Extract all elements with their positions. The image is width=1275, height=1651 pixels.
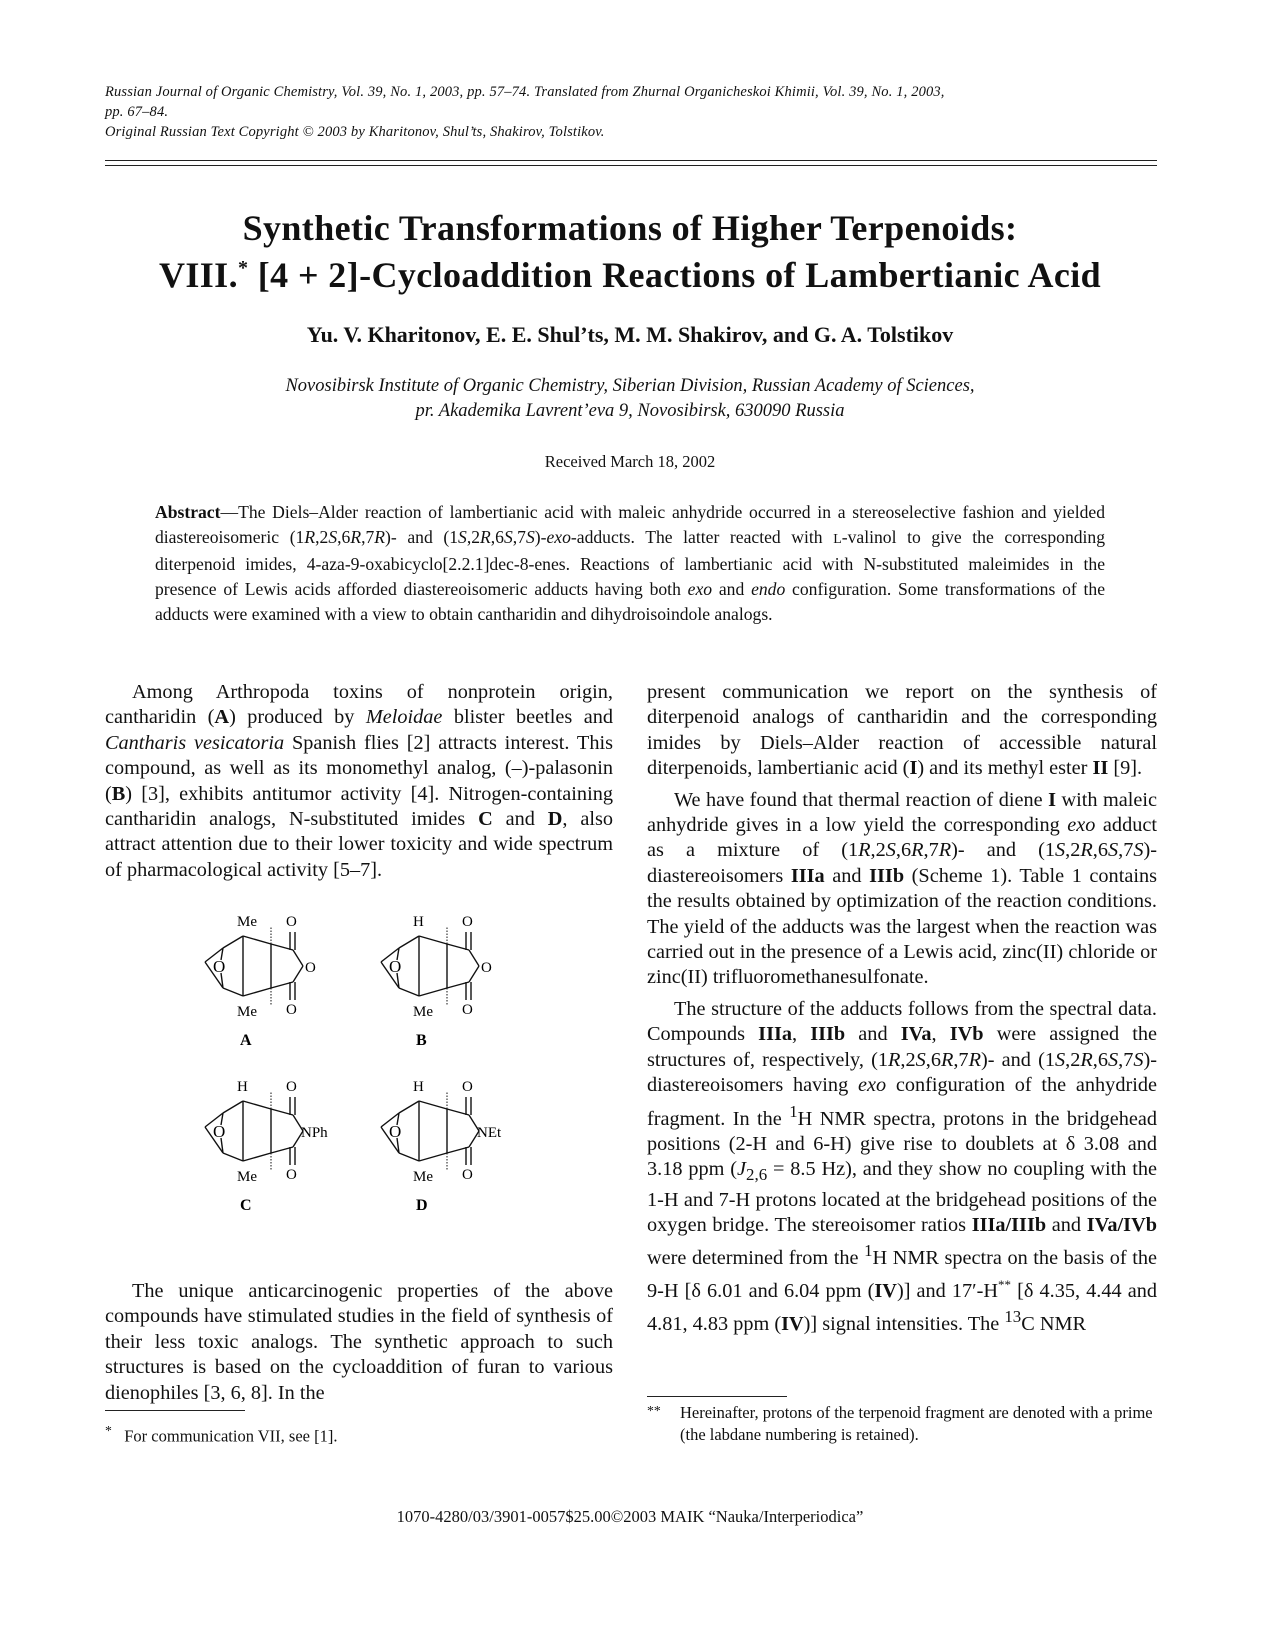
compound-label: I [909,757,918,780]
text-run: The structure of the adducts follows from the spectral data. Compounds [647,997,1157,1046]
stereo-descriptor: R [304,527,316,547]
paragraph [647,997,1157,1337]
compound-label: IVa [900,1023,932,1046]
stereo-descriptor: R [858,839,871,862]
footnote-text: Hereinafter, protons of the terpenoid fragment are denoted with a prime (the labdane numbering is retained). [680,1403,1153,1444]
text-run: ,6 [925,1048,941,1071]
stereo-descriptor: R [1080,839,1093,862]
hydrogen-atom: H [413,1079,424,1095]
left-column-top [105,680,613,889]
header-line-3: Original Russian Text Copyright © 2003 by Kharitonov, Shul’ts, Shakirov, Tolstikov. [105,124,605,140]
text-run: ,6 [1092,1048,1108,1071]
text-run: with maleic anhydride gives in a low yield the corresponding [647,788,1157,837]
text-run: and [1046,1213,1087,1236]
text-run: Spanish flies [2] attracts interest. This compound, as well as its monomethyl analog, (–)-palasonin ( [105,731,613,805]
stereo-descriptor: R [911,839,924,862]
abstract-text: ,2 [466,527,481,547]
stereo-descriptor: S [328,527,338,547]
stereo-descriptor: R [1080,1048,1093,1071]
title-footnote-mark: * [237,257,249,279]
text-run: )-diastereoisomers [647,839,1157,887]
text-run: ) produced by [229,706,366,729]
compound-label: II [1092,757,1109,780]
text-run: ,7 [953,1048,969,1071]
methyl-group: Me [413,1004,433,1020]
title-line-2 [80,248,1180,295]
compound-label: D [547,808,563,831]
abstract-text: configuration. Some transformations of the adducts were examined with a view to obtain cantharidin and dihydroisoindole analogs. [155,579,1106,624]
running-header [105,82,1157,142]
text-run: )-diastereoisomers having [647,1048,1158,1097]
methyl-group: Me [237,1004,257,1020]
text-run: configuration of the anhydride fragment. In the [647,1074,1157,1130]
compound-label: IIIa [790,864,825,887]
text-run: were determined from the [647,1247,865,1270]
stereo-descriptor: S [1055,839,1066,862]
header-line-1: Russian Journal of Organic Chemistry, Vol. 39, No. 1, 2003, pp. 57–74. Translated from Zhurnal Organicheskoi Khimii, Vol. 39, No. 1, 2003, [105,84,945,100]
title-rest: [4 + 2]-Cycloaddition Reactions of Lambertianic Acid [248,255,1102,295]
text-run: H NMR spectra, protons in the bridgehead positions (2-H and 6-H) give rise to doublets at δ 3.08 and 3.18 ppm ( [647,1107,1157,1181]
affiliation-line-2: pr. Akademika Lavrent’eva 9, Novosibirsk, 630090 Russia [415,401,845,421]
isotope-superscript: 13 [1004,1306,1022,1326]
text-run: ,2 [1065,1048,1081,1071]
isotope-superscript: 1 [864,1241,873,1261]
stereo-descriptor: S [1108,1048,1119,1071]
compound-label: IV [781,1312,804,1335]
abstract-text: ,7 [361,527,375,547]
text-run: )- and (1 [951,839,1056,862]
structures-scheme [195,914,525,1250]
header-rule-bottom [105,165,1157,166]
structure-a [205,914,316,1049]
text-run: ) [3], exhibits antitumor activity [4]. Nitrogen-containing cantharidin analogs, N-substituted imides [105,782,613,831]
italic-term: exo [1067,814,1096,837]
abstract-text: -valinol to give the corresponding diterpenoid imides, 4-aza-9-oxabicyclo[2.2.1]dec-8-enes. Reactions of lambertianic acid with N-substituted maleimides in the presence of Lewis acids afforded diastereoisomeric adducts having both [155,527,1106,599]
structure-d [381,1079,502,1214]
paper-title [80,208,1180,295]
title-line-1: Synthetic Transformations of Higher Terpenoids: [242,208,1018,248]
italic-term: endo [751,579,786,599]
stereo-descriptor: R [480,527,491,547]
text-run: )] signal intensities. The [803,1312,1005,1335]
ring-oxygen: O [481,960,492,976]
structure-label-a: A [240,1032,252,1049]
affiliation [80,374,1180,424]
abstract [155,500,1105,627]
footnote-rule-right [647,1396,787,1397]
carbonyl-oxygen: O [462,1079,473,1095]
n-ethyl-group: NEt [477,1125,502,1141]
coupling-subscript: 2,6 [746,1165,768,1185]
carbonyl-oxygen: O [462,1167,473,1183]
stereo-descriptor: S [1133,839,1144,862]
text-run: )- and (1 [980,1048,1056,1071]
species-name: Cantharis vesicatoria [105,731,285,754]
abstract-label: Abstract [155,502,221,522]
abstract-text: ,6 [490,527,504,547]
received-date: Received March 18, 2002 [544,452,716,471]
carbonyl-oxygen: O [286,1002,297,1018]
small-caps-l: L [833,532,842,547]
text-run: ,7 [923,839,939,862]
text-run: Among Arthropoda toxins of nonprotein origin, cantharidin ( [105,681,613,729]
abstract-text: ,6 [337,527,351,547]
hydrogen-atom: H [413,914,424,930]
text-run: ,2 [900,1048,916,1071]
n-phenyl-group: NPh [301,1125,328,1141]
carbonyl-oxygen: O [286,1167,297,1183]
title-series: VIII. [158,255,238,295]
stereo-descriptor: R [940,1048,954,1071]
carbonyl-oxygen: O [462,914,473,930]
text-run: adduct as a mixture of (1 [647,814,1157,862]
stereo-descriptor: S [915,1048,926,1071]
text-run: ,2 [1065,839,1081,862]
header-rule-top [105,160,1157,161]
species-name: Meloidae [365,706,443,729]
compound-label: IV [874,1279,897,1302]
italic-term: exo [857,1074,887,1097]
text-run: ,7 [1118,1048,1134,1071]
text-run: and [845,1023,901,1046]
structure-b [381,914,492,1049]
abstract-text: and [712,579,752,599]
carbonyl-oxygen: O [286,914,297,930]
stereo-descriptor: S [1133,1048,1144,1071]
compound-label: IVa/IVb [1086,1213,1157,1236]
stereo-descriptor: R [938,839,952,862]
text-run: = 8.5 Hz), and they show no coupling with the 1-H and 7-H protons located at the bridgehead positions of the oxygen bridge. The stereoisomer ratios [647,1158,1157,1236]
text-run: blister beetles and [442,706,613,729]
text-run: present communication we report on the synthesis of diterpenoid analogs of cantharidin and the corresponding imides by Diels–Alder reaction of accessible natural diterpenoids, lambertianic acid ( [647,681,1157,780]
abstract-text: —The Diels–Alder reaction of lambertianic acid with maleic anhydride occurred in a stereoselective fashion and yielded diastereoisomeric (1 [155,502,1105,547]
hydrogen-atom: H [237,1079,248,1095]
text-run: , also attract attention due to their lower toxicity and wide spectrum of pharmacological activity [5–7]. [105,808,613,881]
text-run: and [492,808,548,831]
author-list: Yu. V. Kharitonov, E. E. Shul’ts, M. M. Shakirov, and G. A. Tolstikov [306,322,954,347]
footnote-mark: ** [998,1276,1012,1292]
text-run: We have found that thermal reaction of diene [674,788,1049,811]
affiliation-line-1: Novosibirsk Institute of Organic Chemistry, Siberian Division, Russian Academy of Sciences, [285,376,975,396]
footnote-right [647,1402,1157,1446]
text-run: C NMR [1021,1312,1087,1335]
stereo-descriptor: R [968,1048,981,1071]
text-run: were assigned the structures of, respectively, (1 [647,1023,1157,1071]
compound-label: IVb [949,1023,984,1046]
structure-label-d: D [416,1197,428,1214]
compound-label: B [111,782,126,805]
coupling-constant: J [737,1158,747,1181]
methyl-group: Me [237,914,257,930]
oxygen-atom: O [213,957,226,976]
structures-svg [195,914,525,1250]
text-run: and [824,864,870,887]
compound-label: I [1048,788,1057,811]
text-run: ,6 [895,839,912,862]
oxygen-atom: O [213,1122,226,1141]
text-run: , [931,1023,950,1046]
ring-oxygen: O [305,960,316,976]
left-column-bottom [105,1279,613,1412]
text-run: (Scheme 1). Table 1 contains the results obtained by optimization of the reaction conditions. The yield of the adducts was the largest when the reaction was carried out in the presence of a Lewis acid, zinc(II) chloride or zinc(II) trifluoromethanesulfonate. [647,864,1157,989]
footnote-text: For communication VII, see [1]. [124,1426,338,1446]
isotope-superscript: 1 [789,1101,798,1121]
text-run: ,7 [1118,839,1134,862]
stereo-descriptor: S [1055,1048,1066,1071]
stereo-descriptor: R [374,527,386,547]
stereo-descriptor: S [885,839,896,862]
carbonyl-oxygen: O [462,1002,473,1018]
stereo-descriptor: S [525,527,535,547]
abstract-text: ,2 [315,527,329,547]
text-run: )] and 17′-H [896,1279,999,1302]
abstract-text: )- and (1 [385,527,459,547]
text-run: [9]. [1108,757,1143,780]
abstract-text: )- [534,527,547,547]
oxygen-atom: O [389,957,402,976]
text-run: [δ 4.35, 4.44 and 4.81, 4.83 ppm ( [647,1279,1157,1335]
paragraph: The unique anticarcinogenic properties of the above compounds have stimulated studies in the field of synthesis of their less toxic analogs. The synthetic approach to such structures is based on the cycloaddition of furan to various dienophiles [3, 6, 8]. In the [105,1280,613,1404]
text-run: ,6 [1092,839,1108,862]
compound-label: IIIb [869,864,905,887]
structure-c [205,1079,328,1214]
structure-label-b: B [416,1032,427,1049]
oxygen-atom: O [389,1122,402,1141]
paragraph [647,788,1157,991]
abstract-text: ,7 [512,527,526,547]
text-run: ,2 [870,839,886,862]
paragraph [647,680,1157,782]
footnote-mark: ** [647,1403,661,1418]
stereo-descriptor: S [503,527,513,547]
italic-term: exo [546,527,571,547]
paragraph [105,680,613,883]
header-line-2: pp. 67–84. [105,104,169,120]
compound-label: IIIb [810,1023,846,1046]
compound-label: C [478,808,493,831]
text-run: ) and its methyl ester [917,757,1093,780]
abstract-text: -adducts. The latter reacted with [570,527,834,547]
stereo-descriptor: R [350,527,362,547]
structure-label-c: C [240,1197,252,1214]
text-run: H NMR spectra on the basis of the 9-H [δ 6.01 and 6.04 ppm ( [647,1247,1157,1302]
footnote-rule-left [105,1410,245,1411]
right-column [647,680,1157,1343]
methyl-group: Me [413,1169,433,1185]
compound-label: IIIa [758,1023,792,1046]
copyright-footer: 1070-4280/03/3901-0057$25.00©2003 MAIK “Nauka/Interperiodica” [396,1507,864,1526]
text-run: , [792,1023,811,1046]
footnote-body [647,1402,1157,1446]
stereo-descriptor: S [458,527,467,547]
italic-term: exo [687,579,713,599]
footnote-mark: * [105,1423,112,1438]
compound-label: IIIa/IIIb [971,1213,1047,1236]
compound-label: A [214,706,230,729]
stereo-descriptor: S [1107,839,1119,862]
carbonyl-oxygen: O [286,1079,297,1095]
methyl-group: Me [237,1169,257,1185]
stereo-descriptor: R [888,1048,901,1071]
footnote-left [105,1420,613,1448]
